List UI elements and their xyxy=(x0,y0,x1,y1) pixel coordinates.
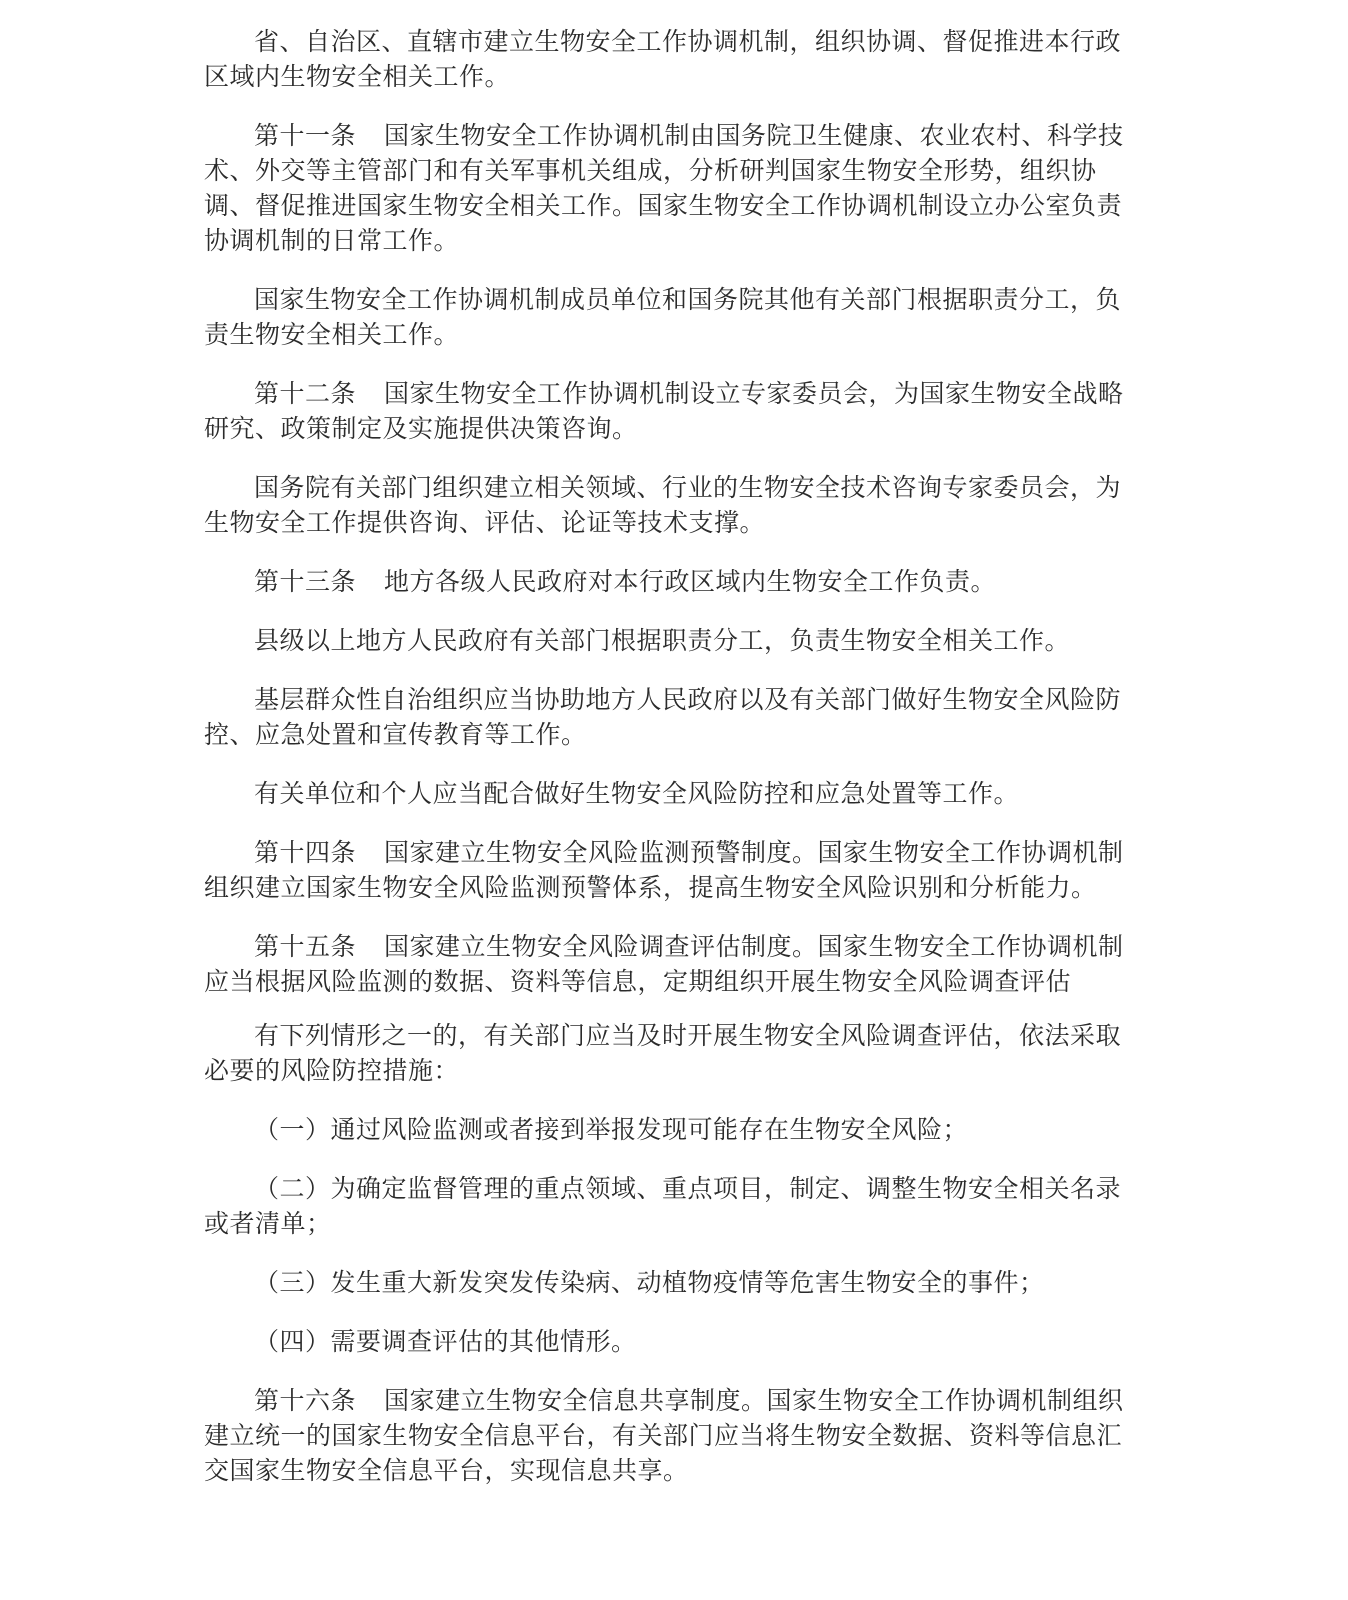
paragraph-text: 国家建立生物安全风险调查评估制度。国家生物安全工作协调机制应当根据风险监测的数据、资料等信息，定期组织开展生物安全风险调查评估 xyxy=(204,932,1124,996)
list-item xyxy=(204,1112,1134,1147)
paragraph-text: 国家建立生物安全信息共享制度。国家生物安全工作协调机制组织建立统一的国家生物安全信息平台，有关部门应当将生物安全数据、资料等信息汇交国家生物安全信息平台，实现信息共享。 xyxy=(204,1386,1124,1485)
paragraph-text: 国家生物安全工作协调机制设立专家委员会，为国家生物安全战略研究、政策制定及实施提供决策咨询。 xyxy=(204,379,1124,443)
paragraph-text: （二）为确定监督管理的重点领域、重点项目，制定、调整生物安全相关名录或者清单； xyxy=(204,1174,1122,1238)
paragraph-text: 国务院有关部门组织建立相关领域、行业的生物安全技术咨询专家委员会，为生物安全工作提供咨询、评估、论证等技术支撑。 xyxy=(204,473,1122,537)
document-body xyxy=(204,24,1134,1512)
paragraph-text: 地方各级人民政府对本行政区域内生物安全工作负责。 xyxy=(384,567,997,596)
paragraph-text: 国家建立生物安全风险监测预警制度。国家生物安全工作协调机制组织建立国家生物安全风险监测预警体系，提高生物安全风险识别和分析能力。 xyxy=(204,838,1124,902)
paragraph xyxy=(204,24,1134,94)
article-number: 第十五条 xyxy=(254,932,357,961)
paragraph-text: 国家生物安全工作协调机制由国务院卫生健康、农业农村、科学技术、外交等主管部门和有关军事机关组成，分析研判国家生物安全形势，组织协调、督促推进国家生物安全相关工作。国家生物安全工作协调机制设立办公室负责协调机制的日常工作。 xyxy=(204,121,1124,255)
paragraph-text: （四）需要调查评估的其他情形。 xyxy=(254,1327,637,1356)
article-number: 第十二条 xyxy=(254,379,357,408)
paragraph-text: （一）通过风险监测或者接到举报发现可能存在生物安全风险； xyxy=(254,1115,969,1144)
article-15 xyxy=(204,929,1134,999)
paragraph xyxy=(204,623,1134,658)
paragraph-text: 基层群众性自治组织应当协助地方人民政府以及有关部门做好生物安全风险防控、应急处置和宣传教育等工作。 xyxy=(204,685,1122,749)
list-item xyxy=(204,1324,1134,1359)
paragraph-text: 国家生物安全工作协调机制成员单位和国务院其他有关部门根据职责分工，负责生物安全相关工作。 xyxy=(204,285,1122,349)
article-13 xyxy=(204,564,1134,599)
list-item xyxy=(204,1171,1134,1241)
paragraph-text: 县级以上地方人民政府有关部门根据职责分工，负责生物安全相关工作。 xyxy=(254,626,1071,655)
paragraph xyxy=(204,470,1134,540)
paragraph-text: 有下列情形之一的，有关部门应当及时开展生物安全风险调查评估，依法采取必要的风险防控措施： xyxy=(204,1021,1122,1085)
article-16 xyxy=(204,1383,1134,1488)
article-number: 第十六条 xyxy=(254,1386,357,1415)
paragraph xyxy=(204,1018,1134,1088)
article-number: 第十三条 xyxy=(254,567,357,596)
paragraph xyxy=(204,282,1134,352)
paragraph-text: （三）发生重大新发突发传染病、动植物疫情等危害生物安全的事件； xyxy=(254,1268,1045,1297)
paragraph-text: 省、自治区、直辖市建立生物安全工作协调机制，组织协调、督促推进本行政区域内生物安全相关工作。 xyxy=(204,27,1122,91)
article-14 xyxy=(204,835,1134,905)
paragraph-text: 有关单位和个人应当配合做好生物安全风险防控和应急处置等工作。 xyxy=(254,779,1020,808)
list-item xyxy=(204,1265,1134,1300)
article-number: 第十四条 xyxy=(254,838,357,867)
paragraph xyxy=(204,682,1134,752)
article-11 xyxy=(204,118,1134,258)
article-number: 第十一条 xyxy=(254,121,357,150)
article-12 xyxy=(204,376,1134,446)
paragraph xyxy=(204,776,1134,811)
